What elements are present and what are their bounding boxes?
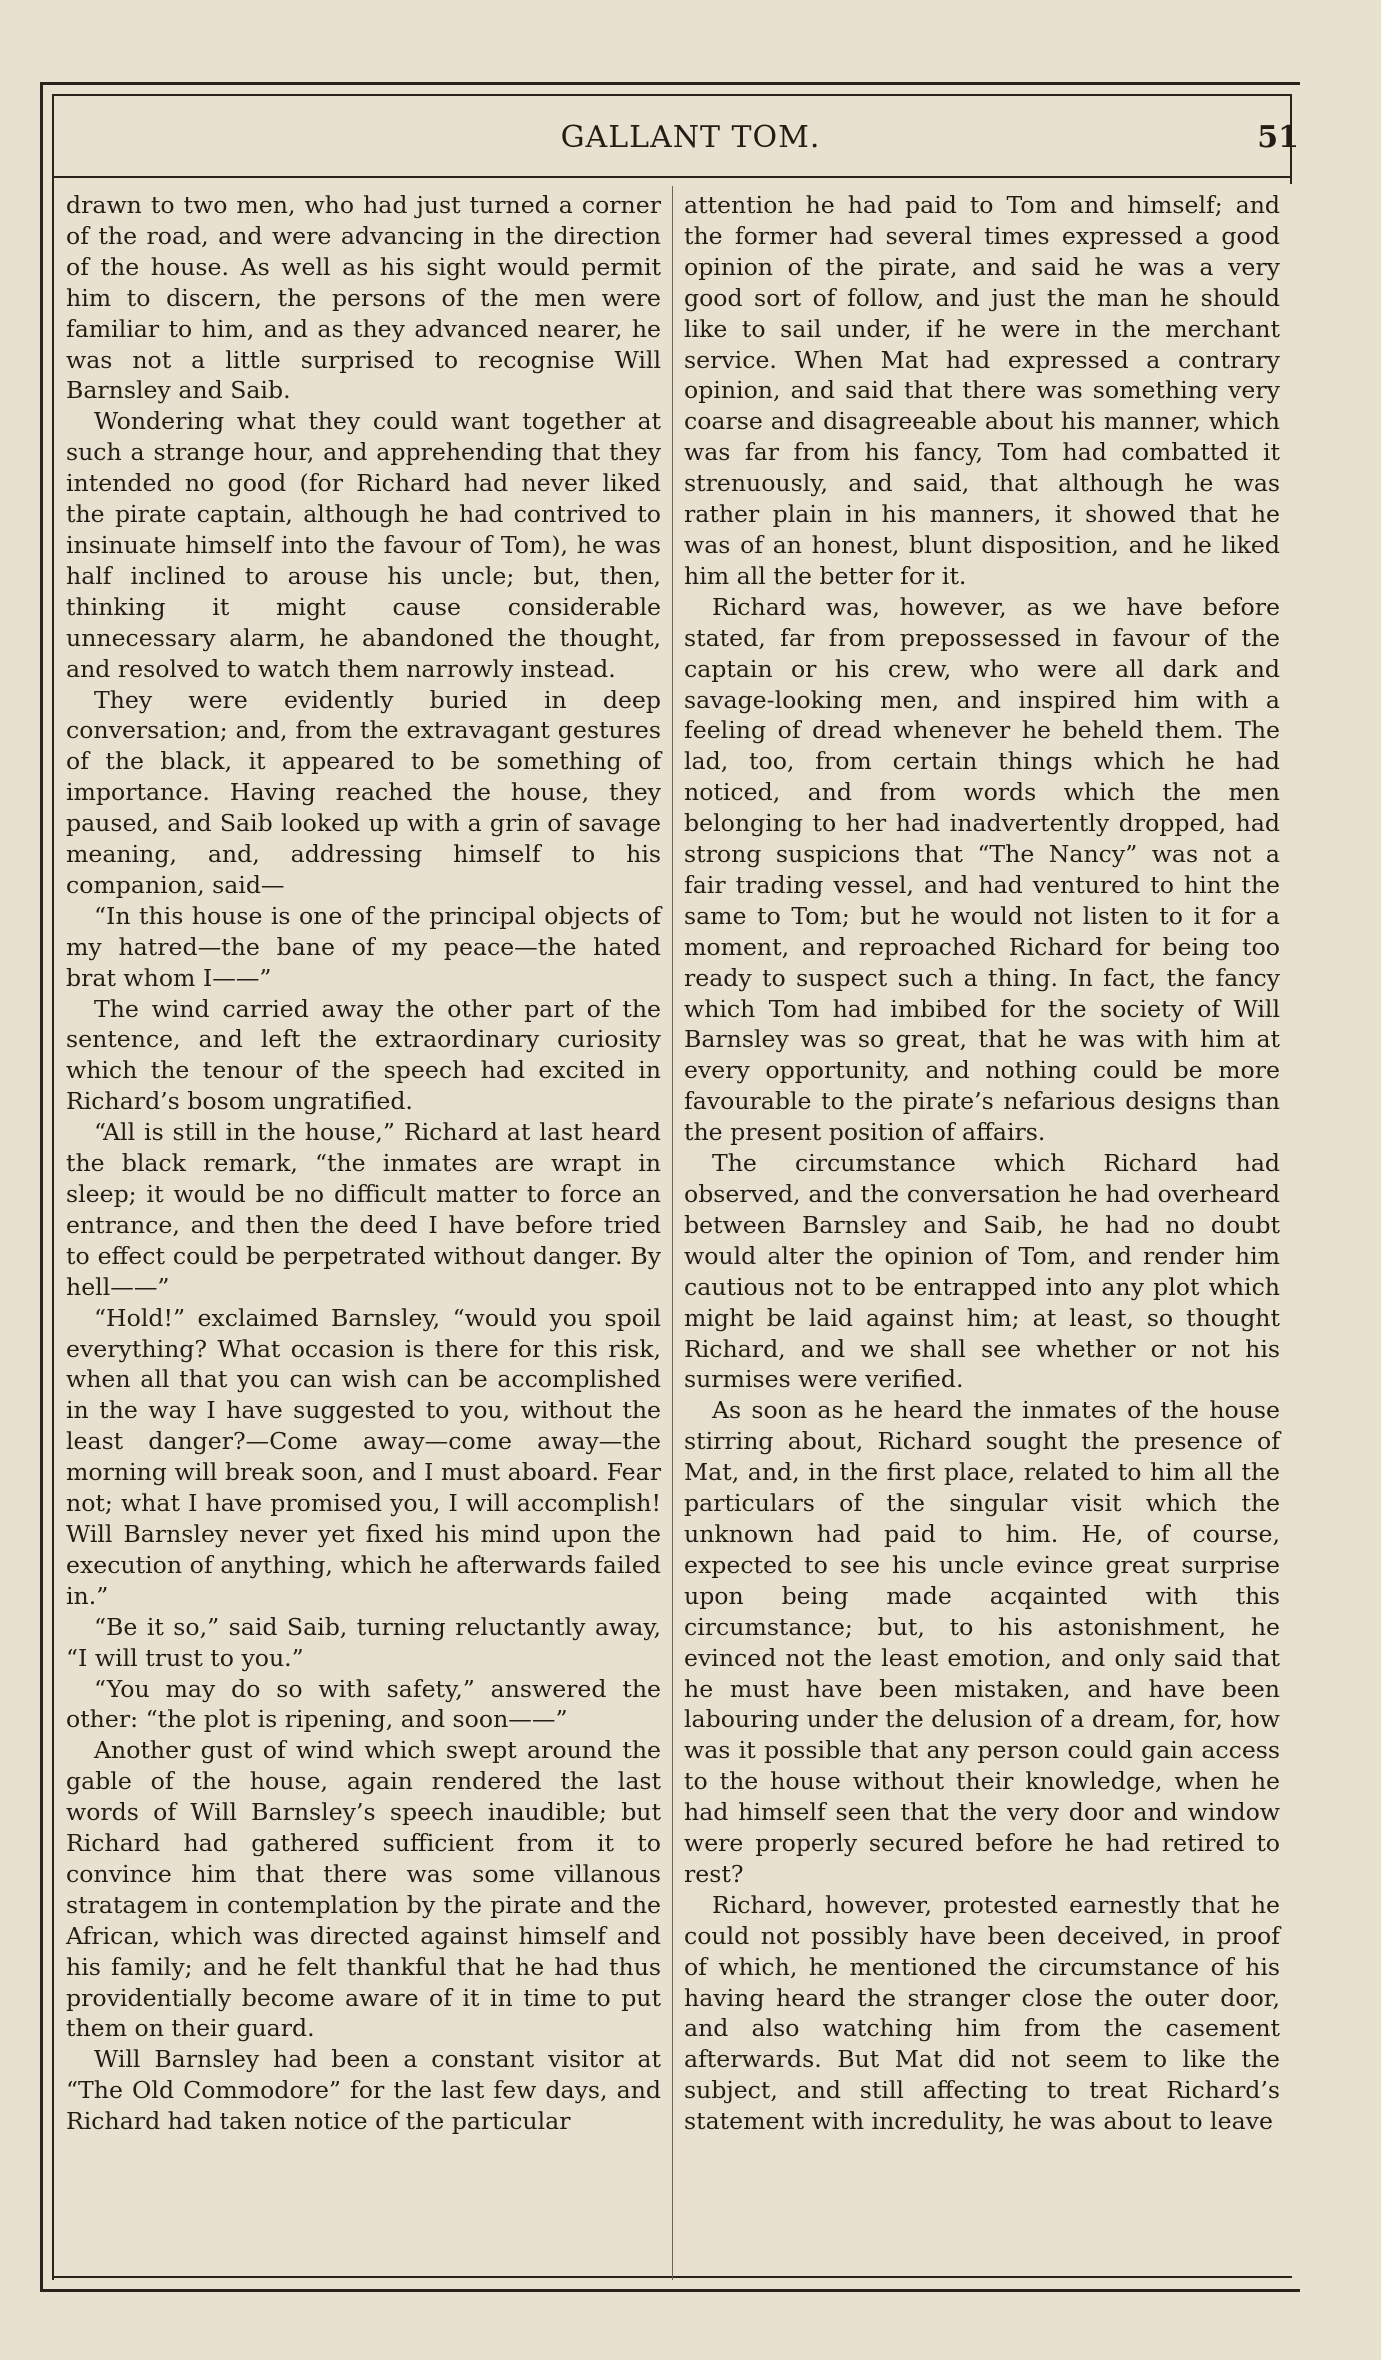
top-border-rule-outer (40, 82, 1300, 85)
paragraph: Richard was, however, as we have before stated, far from prepossessed in favour of the captain or his crew, who were all dark and savage-looking men, and inspired him with a feeling of dread whenever he beheld them. The lad, too, from certain things which he had noticed, and from words which the men belonging to her had inadvertently dropped, had strong suspicions that “The Nancy” was not a fair trading vessel, and had ventured to hint the same to Tom; but he would not listen to it for a moment, and reproached Richard for being too ready to suspect such a thing. In fact, the fancy which Tom had imbibed for the society of Will Barnsley was so great, that he was with him at every opportunity, and nothing could be more favourable to the pirate’s nefarious designs than the present position of affairs. (684, 592, 1280, 1147)
left-column (66, 190, 661, 2137)
header-underline-rule (52, 176, 1292, 178)
paragraph: “Be it so,” said Saib, turning reluctantly away, “I will trust to you.” (66, 1612, 661, 1672)
paragraph: “You may do so with safety,” answered the other: “the plot is ripening, and soon——” (66, 1674, 661, 1734)
paragraph: As soon as he heard the inmates of the house stirring about, Richard sought the presence of Mat, and, in the first place, related to him all the particulars of the singular visit which the unknown had paid to him. He, of course, expected to see his uncle evince great surprise upon being made acqainted with this circumstance; but, to his astonishment, he evinced not the least emotion, and only said that he must have been mistaken, and have been labouring under the delusion of a dream, for, how was it possible that any person could gain access to the house without their knowledge, when he had himself seen that the very door and window were properly secured before he had retired to rest? (684, 1396, 1280, 1888)
paragraph: “Hold!” exclaimed Barnsley, “would you spoil everything? What occasion is there for this risk, when all that you can wish can be accomplished in the way I have suggested to you, without the least danger?—Come away—come away—the morning will break soon, and I must aboard. Fear not; what I have promised you, I will accomplish! Will Barnsley never yet fixed his mind upon the execution of anything, which he afterwards failed in.” (66, 1303, 661, 1610)
paragraph: Richard, however, protested earnestly that he could not possibly have been deceived, in proof of which, he mentioned the circumstance of his having heard the stranger close the outer door, and also watching him from the casement afterwards. But Mat did not seem to like the subject, and still affecting to treat Richard’s statement with incredulity, he was about to leave (684, 1890, 1280, 2136)
running-title: GALLANT TOM. (560, 120, 821, 155)
left-border-rule-inner (52, 94, 54, 2280)
paragraph: attention he had paid to Tom and himself; and the former had several times expressed a good opinion of the pirate, and said he was a very good sort of follow, and just the man he should like to sail under, if he were in the merchant service. When Mat had expressed a contrary opinion, and said that there was something very coarse and disagreeable about his manner, which was far from his fancy, Tom had combatted it strenuously, and said, that although he was rather plain in his manners, it showed that he was of an honest, blunt disposition, and he liked him all the better for it. (684, 191, 1280, 590)
paragraph: They were evidently buried in deep conversation; and, from the extravagant gestures of the black, it appeared to be something of importance. Having reached the house, they paused, and Saib looked up with a grin of savage meaning, and, addressing himself to his companion, said— (66, 685, 661, 899)
paragraph: The circumstance which Richard had observed, and the conversation he had overheard between Barnsley and Saib, he had no doubt would alter the opinion of Tom, and render him cautious not to be entrapped into any plot which might be laid against him; at least, so thought Richard, and we shall see whether or not his surmises were verified. (684, 1149, 1280, 1394)
left-border-rule-outer (40, 82, 43, 2292)
page-number: 51 (1257, 120, 1299, 155)
top-border-rule-inner (52, 94, 1292, 96)
paragraph: Another gust of wind which swept around the gable of the house, again rendered the last words of Will Barnsley’s speech inaudible; but Richard had gathered sufficient from it to convince him that there was some villanous stratagem in contemplation by the pirate and the African, which was directed against himself and his family; and he felt thankful that he had thus providentially become aware of it in time to put them on their guard. (66, 1736, 661, 2043)
paragraph: “All is still in the house,” Richard at last heard the black remark, “the inmates are wrapt in sleep; it would be no difficult matter to force an entrance, and then the deed I have before tried to effect could be perpetrated without danger. By hell——” (66, 1118, 661, 1301)
paragraph: The wind carried away the other part of the sentence, and left the extraordinary curiosity which the tenour of the speech had excited in Richard’s bosom ungratified. (66, 994, 661, 1116)
paragraph: Wondering what they could want together at such a strange hour, and apprehending that they intended no good (for Richard had never liked the pirate captain, although he had contrived to insinuate himself into the favour of Tom), he was half inclined to arouse his uncle; but, then, thinking it might cause considerable unnecessary alarm, he abandoned the thought, and resolved to watch them narrowly instead. (66, 407, 661, 683)
paragraph: “In this house is one of the principal objects of my hatred—the bane of my peace—the hated brat whom I——” (66, 901, 661, 992)
column-divider (672, 186, 673, 2280)
paragraph: drawn to two men, who had just turned a corner of the road, and were advancing in the direction of the house. As well as his sight would permit him to discern, the persons of the men were familiar to him, and as they advanced nearer, he was not a little surprised to recognise Will Barnsley and Saib. (66, 191, 661, 405)
paragraph: Will Barnsley had been a constant visitor at “The Old Commodore” for the last few days, and Richard had taken notice of the particular (66, 2045, 661, 2136)
bottom-border-rule-outer (40, 2289, 1300, 2292)
right-column (684, 190, 1280, 2137)
